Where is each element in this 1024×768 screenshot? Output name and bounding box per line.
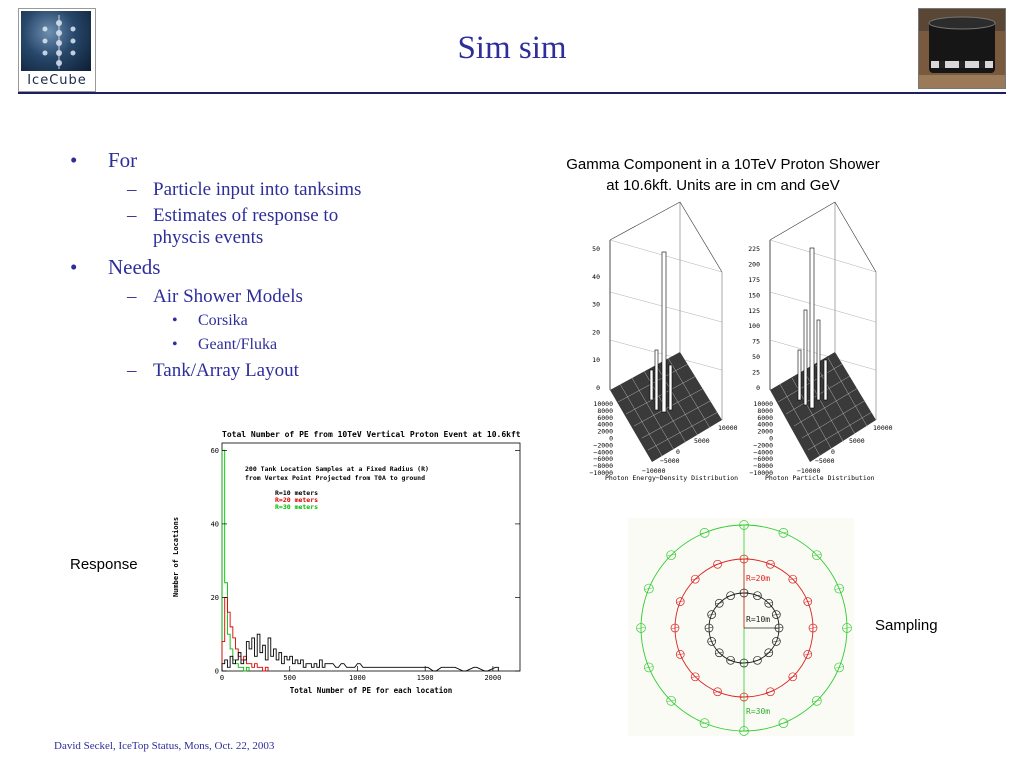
left-panel-label: Photon Energy−Density Distribution xyxy=(605,474,739,482)
page-title: Sim sim xyxy=(457,30,567,66)
right-z-tick-label: 125 xyxy=(748,306,760,315)
histogram-line-r-10-meters xyxy=(222,634,498,671)
right-x-tick-label: −5000 xyxy=(815,457,835,465)
right-z-tick-label: 0 xyxy=(756,384,760,392)
label-r10m: R=10m xyxy=(746,615,771,624)
tank-photo xyxy=(918,8,1006,89)
tank-photo-graphic xyxy=(919,9,1005,88)
right-lego-base xyxy=(770,352,876,462)
left-y-tick-label: 6000 xyxy=(597,413,613,422)
left-y-tick-label: 2000 xyxy=(597,427,613,436)
histogram-annotation-1: 200 Tank Location Samples at a Fixed Radius (R) xyxy=(245,465,429,473)
sampling-rings-diagram xyxy=(628,518,854,736)
tank-marker-slash xyxy=(753,660,761,662)
bullet-list xyxy=(70,148,510,386)
tank-marker-slash xyxy=(766,563,774,565)
left-z-tick-label: 50 xyxy=(592,245,600,253)
left-y-tick-label: −8000 xyxy=(593,462,613,471)
response-label: Response xyxy=(70,556,138,573)
left-z-tick-label: 30 xyxy=(592,300,600,309)
pe-histogram xyxy=(160,425,532,697)
right-y-tick-label: −6000 xyxy=(753,455,773,464)
left-z-tick-label: 40 xyxy=(592,272,600,281)
left-y-tick-label: 8000 xyxy=(597,406,613,415)
right-z-tick-label: 150 xyxy=(748,291,760,300)
right-y-tick-label: −10000 xyxy=(749,469,773,477)
right-y-tick-label: 4000 xyxy=(757,420,773,429)
left-z-tick-label: 10 xyxy=(592,356,600,365)
right-z-tick-label: 100 xyxy=(748,322,760,331)
right-z-tick-label: 75 xyxy=(752,337,760,346)
right-y-tick-label: 10000 xyxy=(753,400,773,408)
sampling-label: Sampling xyxy=(875,617,938,634)
bullet-needs: • Needs xyxy=(70,255,161,279)
left-x-tick-label: 5000 xyxy=(694,437,710,445)
right-y-tick-label: 2000 xyxy=(757,427,773,436)
tank-marker-slash xyxy=(727,595,735,597)
histogram-ylabel: Number of Locations xyxy=(172,516,180,598)
histogram-title: Total Number of PE from 10TeV Vertical Proton Event at 10.6kft xyxy=(222,430,521,439)
x-tick-label: 1000 xyxy=(349,674,366,682)
left-x-tick-label: −10000 xyxy=(642,467,666,475)
label-r30m: R=30m xyxy=(746,707,771,716)
bullet-model-1: • Corsika xyxy=(172,312,248,329)
legend-r30: R=30 meters xyxy=(275,503,319,511)
bullet-for-item-2: – Estimates of response to physcis events xyxy=(127,205,339,248)
y-tick-label: 60 xyxy=(210,446,219,455)
tank-marker-slash xyxy=(714,563,722,565)
histogram-series xyxy=(222,450,498,671)
right-y-tick-label: 0 xyxy=(769,434,773,443)
left-y-tick-label: 0 xyxy=(609,434,613,443)
left-z-tick-label: 20 xyxy=(592,328,600,337)
legend-r20: R=20 meters xyxy=(275,496,319,504)
logo-text: IceCube xyxy=(27,73,87,88)
tank-marker-slash xyxy=(700,722,709,724)
right-x-tick-label: 10000 xyxy=(873,424,893,432)
left-y-tick-label: −2000 xyxy=(593,441,613,450)
right-z-tick-label: 200 xyxy=(748,260,760,269)
left-lego-plot xyxy=(605,202,738,482)
right-z-tick-label: 225 xyxy=(748,245,760,253)
right-y-tick-label: −8000 xyxy=(753,462,773,471)
right-y-tick-label: −2000 xyxy=(753,441,773,450)
lego-axis-ticks xyxy=(590,245,893,477)
right-z-tick-label: 175 xyxy=(748,275,760,284)
tank-marker-slash xyxy=(714,691,722,693)
left-y-tick-label: 10000 xyxy=(593,400,613,408)
right-panel-label: Photon Particle Distribution xyxy=(765,474,875,482)
tank-marker-slash xyxy=(779,722,788,724)
left-y-tick-label: 4000 xyxy=(597,420,613,429)
right-z-tick-label: 50 xyxy=(752,353,760,362)
bullet-needs-item-1: – Air Shower Models xyxy=(127,286,303,307)
label-r20m: R=20m xyxy=(746,574,771,583)
left-x-tick-label: 0 xyxy=(676,448,680,456)
bullet-for-item-1: – Particle input into tanksims xyxy=(127,179,362,200)
x-tick-label: 500 xyxy=(283,674,297,682)
tank-marker-slash xyxy=(779,532,788,534)
left-x-tick-label: −5000 xyxy=(660,457,680,465)
right-box-top xyxy=(770,202,876,272)
right-y-tick-label: −4000 xyxy=(753,448,773,457)
histogram-xlabel: Total Number of PE for each location xyxy=(289,686,453,695)
tank-marker-slash xyxy=(700,532,709,534)
left-y-tick-label: −6000 xyxy=(593,455,613,464)
right-x-tick-label: 0 xyxy=(831,448,835,456)
gamma-3d-plots xyxy=(580,200,930,495)
right-y-tick-label: 8000 xyxy=(757,406,773,415)
right-y-tick-label: 6000 xyxy=(757,413,773,422)
bullet-for: • For xyxy=(70,148,138,172)
left-z-tick-label: 0 xyxy=(596,384,600,392)
footer-citation: David Seckel, IceTop Status, Mons, Oct. 22, 2003 xyxy=(54,740,275,752)
histogram-annotation-2: from Vertex Point Projected from T0A to ground xyxy=(245,474,426,482)
right-z-tick-label: 25 xyxy=(752,368,760,377)
header-divider xyxy=(18,92,1006,94)
x-tick-label: 1500 xyxy=(416,674,434,682)
tank-marker-slash xyxy=(766,691,774,693)
left-x-tick-label: 10000 xyxy=(718,424,738,432)
y-tick-label: 20 xyxy=(210,593,219,602)
legend-r10: R=10 meters xyxy=(275,489,319,497)
x-tick-label: 0 xyxy=(219,674,225,682)
x-tick-label: 2000 xyxy=(484,674,502,682)
y-tick-label: 0 xyxy=(214,667,219,676)
y-tick-label: 40 xyxy=(210,520,219,529)
left-y-tick-label: −4000 xyxy=(593,448,613,457)
bullet-needs-item-2: – Tank/Array Layout xyxy=(127,360,299,381)
gamma-figure-caption: Gamma Component in a 10TeV Proton Shower at 10.6kft. Units are in cm and GeV xyxy=(566,156,880,194)
right-x-tick-label: −10000 xyxy=(797,467,821,475)
right-x-tick-label: 5000 xyxy=(849,437,865,445)
bullet-model-2: • Geant/Fluka xyxy=(172,336,278,353)
right-gridline xyxy=(770,292,876,322)
left-y-tick-label: −10000 xyxy=(589,469,613,477)
